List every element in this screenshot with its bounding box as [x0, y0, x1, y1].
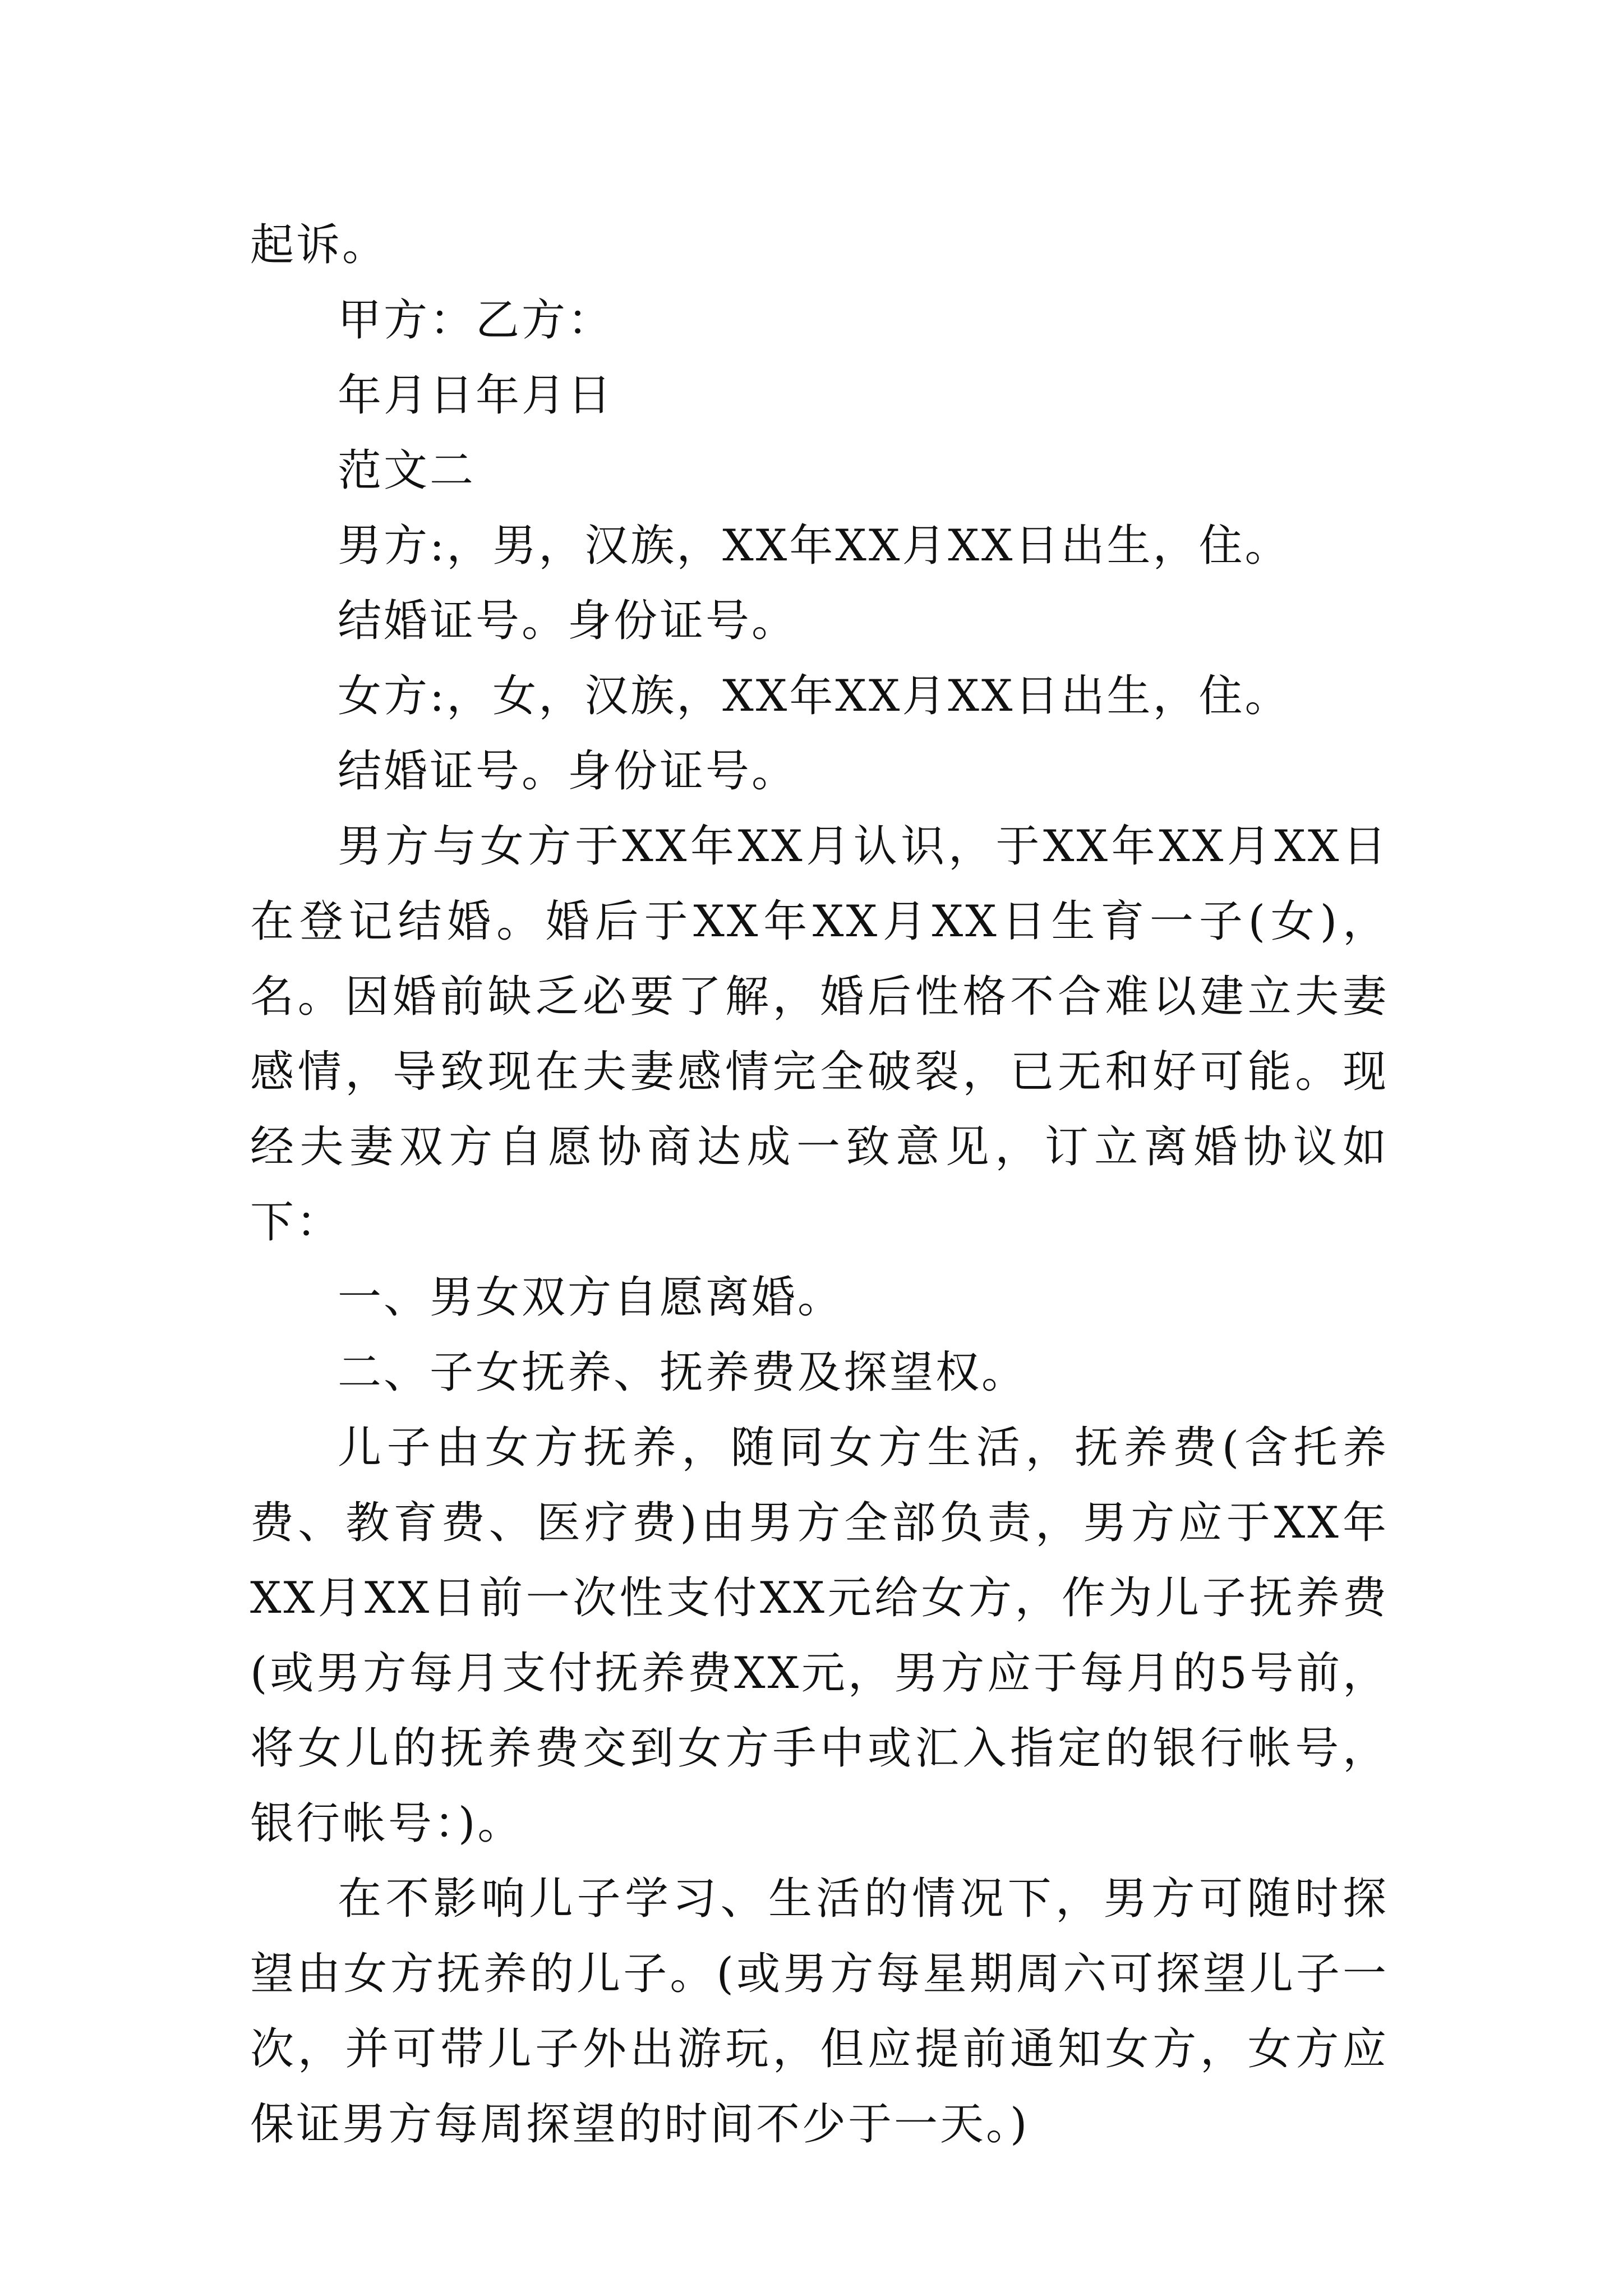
paragraph-husband-ids: 结婚证号。身份证号。	[338, 596, 798, 646]
paragraph-husband-info: 男方:，男，汉族，XX年XX月XX日出生，住。	[338, 521, 1291, 571]
paragraph-signature-dates: 年月日年月日	[338, 370, 614, 421]
document-body	[250, 208, 1389, 2162]
clause-two-heading: 二、子女抚养、抚养费及探望权。	[338, 1347, 1028, 1398]
clause-one: 一、男女双方自愿离婚。	[338, 1272, 844, 1323]
section-heading-sample-two: 范文二	[338, 445, 476, 496]
paragraph-wife-info: 女方:，女，汉族，XX年XX月XX日出生，住。	[338, 671, 1291, 721]
paragraph-background: 男方与女方于XX年XX月认识，于XX年XX月XX日在登记结婚。婚后于XX年XX月XX日生育一子(女)，名。因婚前缺乏必要了解，婚后性格不合难以建立夫妻感情，导致现在夫妻感情完全破裂，已无和好可能。现经夫妻双方自愿协商达成一致意见，订立离婚协议如下：	[250, 821, 1389, 1248]
paragraph-visitation: 在不影响儿子学习、生活的情况下，男方可随时探望由女方抚养的儿子。(或男方每星期周六可探望儿子一次，并可带儿子外出游玩，但应提前通知女方，女方应保证男方每周探望的时间不少于一天。)	[250, 1874, 1389, 2150]
paragraph-child-support: 儿子由女方抚养，随同女方生活，抚养费(含托养费、教育费、医疗费)由男方全部负责，男方应于XX年XX月XX日前一次性支付XX元给女方，作为儿子抚养费(或男方每月支付抚养费XX元，男方应于每月的5号前，将女儿的抚养费交到女方手中或汇入指定的银行帐号，银行帐号：)。	[250, 1423, 1389, 1849]
paragraph-opening-fragment: 起诉。	[250, 220, 389, 270]
paragraph-wife-ids: 结婚证号。身份证号。	[338, 746, 798, 797]
paragraph-signature-parties: 甲方：乙方：	[338, 295, 614, 346]
